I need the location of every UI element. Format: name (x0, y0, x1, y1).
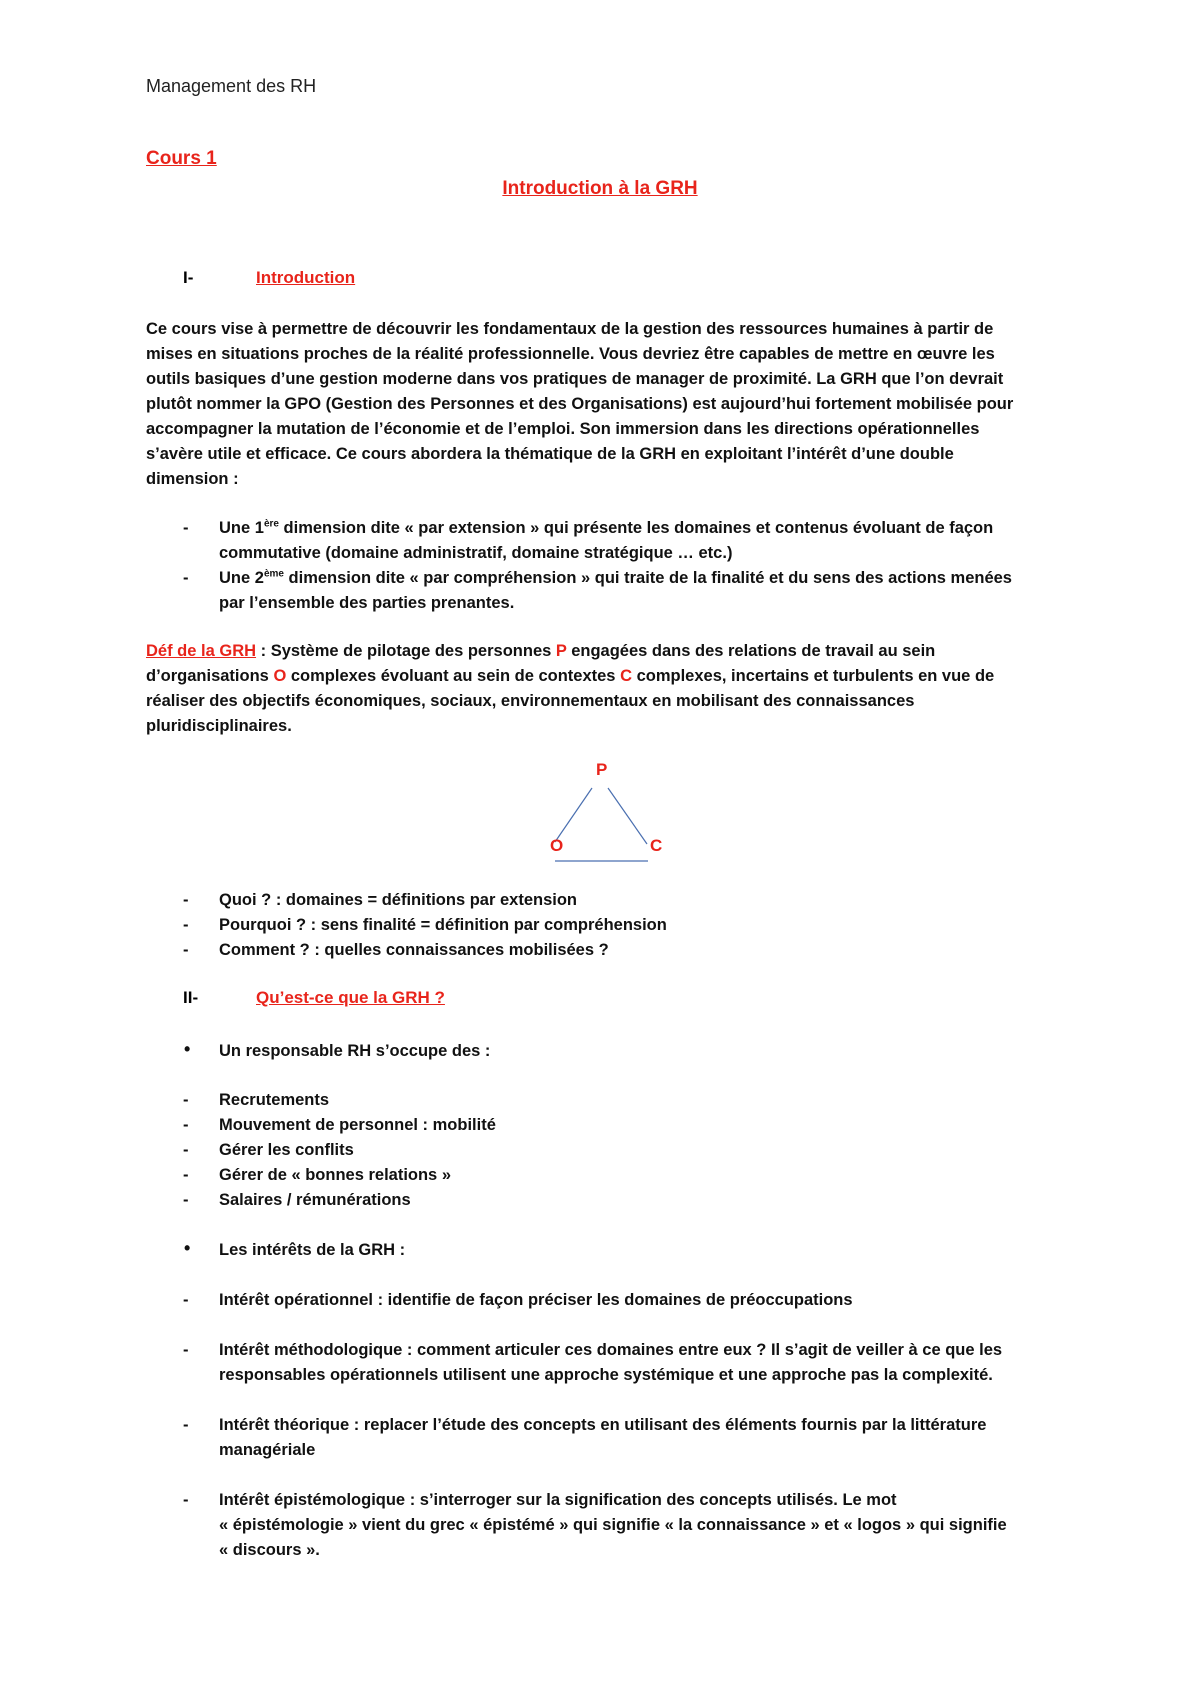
definition-paragraph (146, 639, 1066, 739)
dim-text-post: dimension dite « par extension » qui présente les domaines et contenus évoluant de façon (278, 519, 994, 537)
bullet-text: Les intérêts de la GRH : (219, 1241, 406, 1259)
responsibility-text: Salaires / rémunérations (219, 1191, 411, 1209)
intro-line: plutôt nommer la GPO (Gestion des Personnes et des Organisations) est aujourd’hui fortement mobilisée pour (146, 395, 1014, 413)
bullet-marker: • (184, 1039, 191, 1059)
dash-marker: - (183, 1141, 189, 1159)
diagram-line-left (555, 788, 592, 842)
dash-marker: - (183, 1166, 189, 1184)
responsibility-text: Recrutements (219, 1091, 330, 1109)
interest-text: managériale (219, 1441, 316, 1459)
dash-marker: - (183, 1191, 189, 1209)
letter-p: P (555, 642, 567, 660)
dim-text-line2: commutative (domaine administratif, domaine stratégique … etc.) (219, 544, 733, 562)
intro-line: dimension : (146, 470, 239, 488)
dim-text-pre: Une 2 (219, 569, 264, 587)
dash-marker: - (183, 1291, 189, 1309)
dash-marker: - (183, 519, 189, 537)
page-header: Management des RH (146, 76, 317, 96)
interest-text: « discours ». (219, 1541, 320, 1559)
question-text: Quoi ? : domaines = définitions par extension (219, 891, 578, 909)
responsibility-text: Gérer les conflits (219, 1141, 354, 1159)
definition-text: réaliser des objectifs économiques, sociaux, environnementaux en mobilisant des connaissances (146, 692, 915, 710)
dash-marker: - (183, 1091, 189, 1109)
interest-text: Intérêt opérationnel : identifie de façon préciser les domaines de préoccupations (219, 1291, 853, 1309)
definition-text: d’organisations (146, 667, 274, 685)
diagram-letter-c: C (650, 836, 663, 855)
letter-c: C (620, 667, 632, 685)
interest-text: Intérêt méthodologique : comment articuler ces domaines entre eux ? Il s’agit de veiller à ce que les (219, 1341, 1003, 1359)
dash-marker: - (183, 891, 189, 909)
intro-line: accompagner la mutation de l’économie et de l’emploi. Son immersion dans les directions opérationnelles (146, 420, 980, 438)
dim-text-sup: ème (263, 568, 284, 580)
question-text: Comment ? : quelles connaissances mobilisées ? (219, 941, 609, 959)
interest-text: Intérêt théorique : replacer l’étude des concepts en utilisant des éléments fournis par la littérature (219, 1416, 987, 1434)
dim-text-pre: Une 1 (219, 519, 264, 537)
dim-text-sup: ère (263, 518, 279, 530)
diagram-letter-o: O (550, 836, 564, 855)
responsibility-text: Mouvement de personnel : mobilité (219, 1116, 496, 1134)
diagram-letter-p: P (596, 760, 608, 779)
dash-marker: - (183, 1341, 189, 1359)
definition-text: : Système de pilotage des personnes (256, 642, 556, 660)
definition-text: complexes évoluant au sein de contextes (286, 667, 621, 685)
intro-paragraph (146, 317, 1066, 492)
section-1-title: Introduction (256, 268, 356, 287)
section-2-title: Qu’est-ce que la GRH ? (256, 988, 445, 1007)
intro-line: mises en situations proches de la réalité professionnelle. Vous devriez être capables de mettre en œuvre les (146, 345, 995, 363)
pco-diagram (540, 760, 670, 870)
section-2-number: II- (183, 988, 199, 1007)
letter-o: O (273, 667, 287, 685)
bullet-text: Un responsable RH s’occupe des : (219, 1042, 491, 1060)
course-label: Cours 1 (146, 148, 217, 169)
dim-text-post: dimension dite « par compréhension » qui traite de la finalité et du sens des actions menées (283, 569, 1012, 587)
dash-marker: - (183, 1491, 189, 1509)
main-title (0, 178, 1200, 200)
question-text: Pourquoi ? : sens finalité = définition par compréhension (219, 916, 667, 934)
interest-text: responsables opérationnels utilisent une approche systémique et une approche pas la complexité. (219, 1366, 993, 1384)
main-title-text: Introduction à la GRH (502, 178, 698, 199)
bullet-marker: • (184, 1238, 191, 1258)
intro-line: s’avère utile et efficace. Ce cours abordera la thématique de la GRH en exploitant l’intérêt d’une double (146, 445, 954, 463)
interest-text: « épistémologie » vient du grec « épistémé » qui signifie « la connaissance » et « logos » qui signifie (219, 1516, 1007, 1534)
definition-label: Déf de la GRH (146, 642, 257, 660)
responsibility-text: Gérer de « bonnes relations » (219, 1166, 451, 1184)
dash-marker: - (183, 1416, 189, 1434)
dash-marker: - (183, 916, 189, 934)
definition-text: complexes, incertains et turbulents en vue de (632, 667, 995, 685)
section-1-number: I- (183, 268, 194, 287)
definition-text: engagées dans des relations de travail au sein (566, 642, 936, 660)
interest-text: Intérêt épistémologique : s’interroger sur la signification des concepts utilisés. Le mot (219, 1491, 897, 1509)
diagram-line-right (608, 788, 647, 844)
dash-marker: - (183, 941, 189, 959)
dash-marker: - (183, 569, 189, 587)
intro-line: Ce cours vise à permettre de découvrir les fondamentaux de la gestion des ressources humaines à partir de (146, 320, 994, 338)
definition-text: pluridisciplinaires. (146, 717, 292, 735)
intro-line: outils basiques d’une gestion moderne dans vos pratiques de manager de proximité. La GRH que l’on devrait (146, 370, 1004, 388)
dim-text-line2: par l’ensemble des parties prenantes. (219, 594, 515, 612)
dash-marker: - (183, 1116, 189, 1134)
